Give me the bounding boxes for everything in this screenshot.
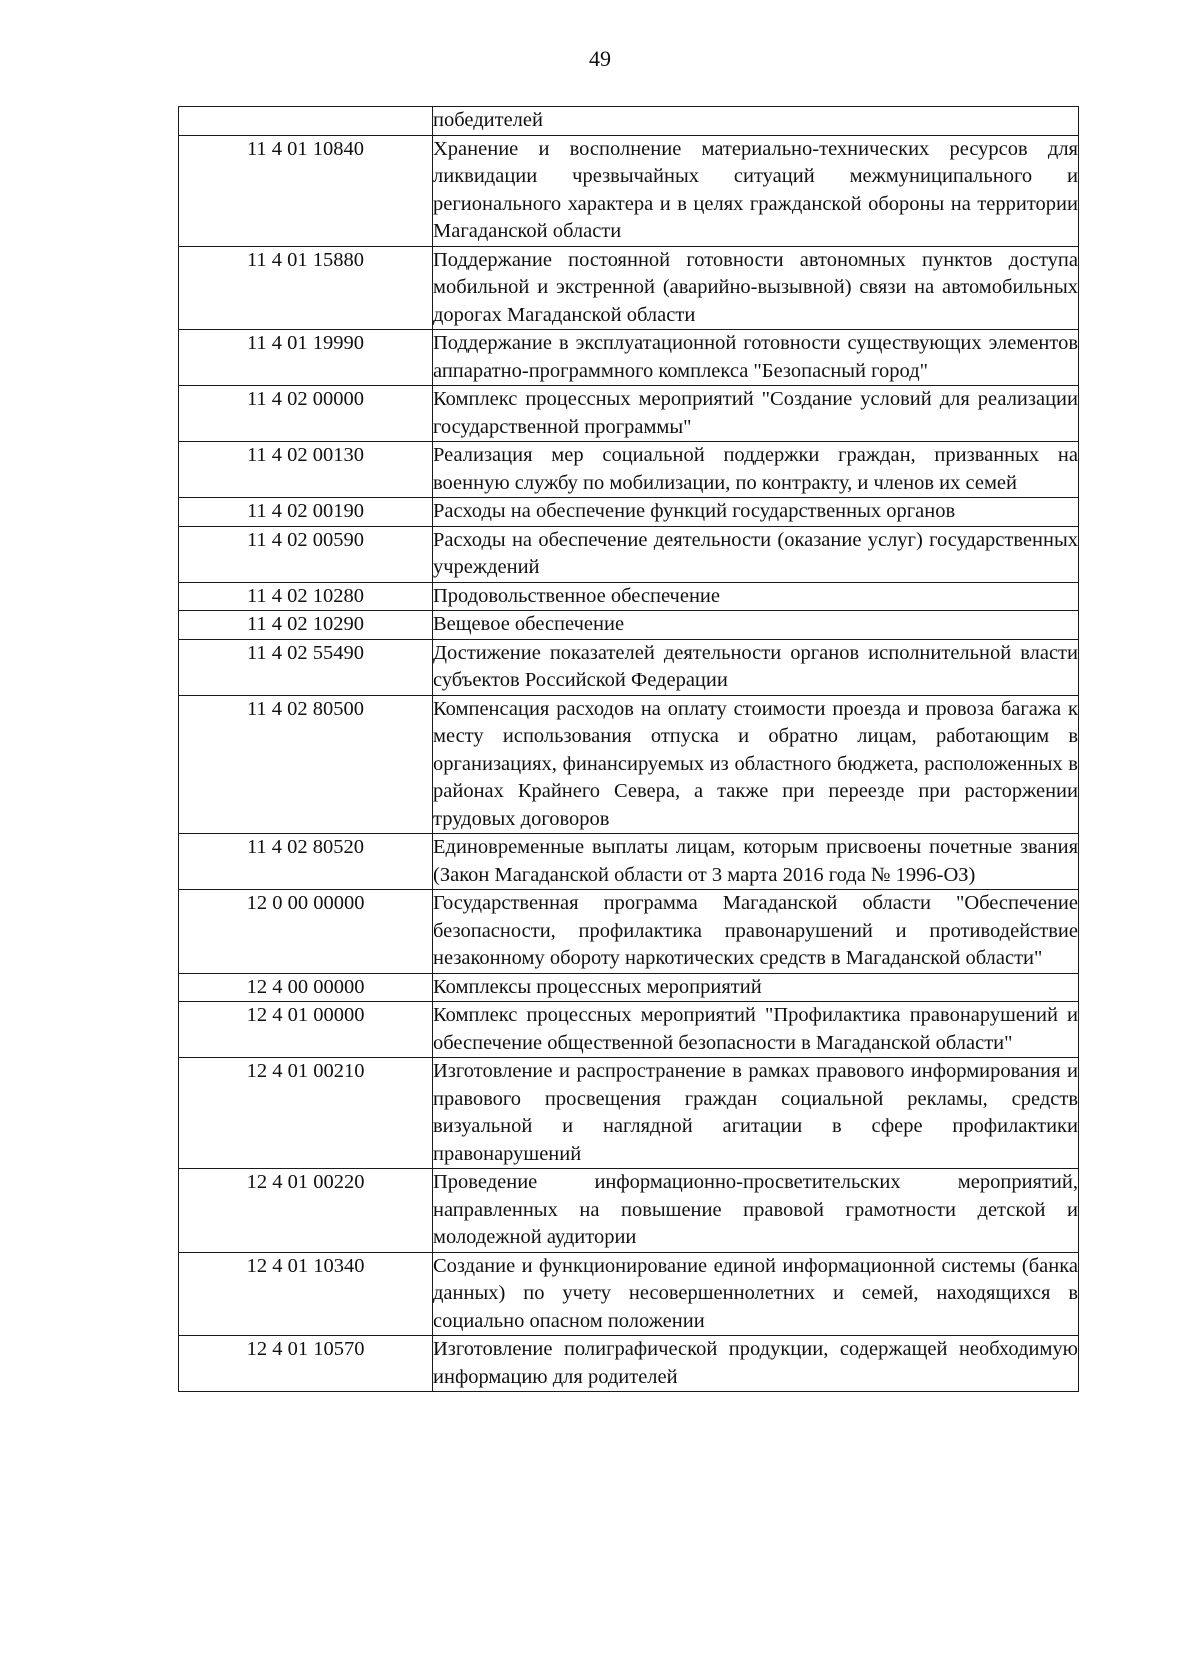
table-row (179, 834, 1079, 890)
table-row (179, 330, 1079, 386)
row-name: Изготовление и распространение в рамках правового информирования и правового просвещения граждан социальной рекламы, средств визуальной и наглядной агитации в сфере профилактики правонарушений (433, 1058, 1079, 1169)
row-name: Продовольственное обеспечение (433, 582, 1079, 611)
table-row (179, 695, 1079, 834)
row-code: 11 4 02 80500 (179, 695, 433, 834)
table-row (179, 246, 1079, 330)
table-row (179, 498, 1079, 527)
row-code: 11 4 01 15880 (179, 246, 433, 330)
table-row (179, 135, 1079, 246)
row-name: Изготовление полиграфической продукции, содержащей необходимую информацию для родителей (433, 1336, 1079, 1392)
row-name: Хранение и восполнение материально-технических ресурсов для ликвидации чрезвычайных ситуаций межмуниципального и регионального характера и в целях гражданской обороны на территории Магаданской области (433, 135, 1079, 246)
table-row (179, 526, 1079, 582)
row-name: победителей (433, 107, 1079, 136)
row-code: 11 4 02 00590 (179, 526, 433, 582)
row-code (179, 107, 433, 136)
table-row (179, 442, 1079, 498)
table-row (179, 1058, 1079, 1169)
table-row (179, 582, 1079, 611)
row-name: Государственная программа Магаданской области "Обеспечение безопасности, профилактика правонарушений и противодействие незаконному обороту наркотических средств в Магаданской области" (433, 890, 1079, 974)
row-code: 11 4 02 55490 (179, 639, 433, 695)
table-body (179, 107, 1079, 1392)
row-code: 12 0 00 00000 (179, 890, 433, 974)
table-row (179, 973, 1079, 1002)
row-code: 12 4 01 10570 (179, 1336, 433, 1392)
table-row (179, 1169, 1079, 1253)
page-number: 49 (589, 46, 611, 71)
table-row (179, 1336, 1079, 1392)
table-row (179, 639, 1079, 695)
row-name: Создание и функционирование единой информационной системы (банка данных) по учету несовершеннолетних и семей, находящихся в социально опасном положении (433, 1252, 1079, 1336)
table-row (179, 890, 1079, 974)
row-name: Поддержание постоянной готовности автономных пунктов доступа мобильной и экстренной (аварийно-вызывной) связи на автомобильных дорогах Магаданской области (433, 246, 1079, 330)
row-name: Реализация мер социальной поддержки граждан, призванных на военную службу по мобилизации, по контракту, и членов их семей (433, 442, 1079, 498)
table-row (179, 107, 1079, 136)
row-code: 11 4 02 80520 (179, 834, 433, 890)
row-name: Поддержание в эксплуатационной готовности существующих элементов аппаратно-программного комплекса "Безопасный город" (433, 330, 1079, 386)
row-code: 12 4 01 00220 (179, 1169, 433, 1253)
row-name: Проведение информационно-просветительских мероприятий, направленных на повышение правовой грамотности детской и молодежной аудитории (433, 1169, 1079, 1253)
row-code: 12 4 01 00000 (179, 1002, 433, 1058)
row-name: Единовременные выплаты лицам, которым присвоены почетные звания (Закон Магаданской области от 3 марта 2016 года № 1996-ОЗ) (433, 834, 1079, 890)
row-name: Достижение показателей деятельности органов исполнительной власти субъектов Российской Федерации (433, 639, 1079, 695)
row-code: 11 4 02 10290 (179, 611, 433, 640)
table-row (179, 611, 1079, 640)
row-code: 12 4 00 00000 (179, 973, 433, 1002)
row-name: Комплекс процессных мероприятий "Профилактика правонарушений и обеспечение общественной безопасности в Магаданской области" (433, 1002, 1079, 1058)
row-name: Вещевое обеспечение (433, 611, 1079, 640)
row-name: Расходы на обеспечение деятельности (оказание услуг) государственных учреждений (433, 526, 1079, 582)
row-name: Комплекс процессных мероприятий "Создание условий для реализации государственной программы" (433, 386, 1079, 442)
row-name: Расходы на обеспечение функций государственных органов (433, 498, 1079, 527)
budget-codes-table (178, 106, 1079, 1392)
row-code: 11 4 02 00000 (179, 386, 433, 442)
row-code: 11 4 01 19990 (179, 330, 433, 386)
table-row (179, 1252, 1079, 1336)
row-name: Комплексы процессных мероприятий (433, 973, 1079, 1002)
row-code: 11 4 01 10840 (179, 135, 433, 246)
row-code: 12 4 01 00210 (179, 1058, 433, 1169)
row-code: 11 4 02 00190 (179, 498, 433, 527)
row-code: 11 4 02 10280 (179, 582, 433, 611)
table-row (179, 386, 1079, 442)
row-name: Компенсация расходов на оплату стоимости проезда и провоза багажа к месту использования отпуска и обратно лицам, работающим в организациях, финансируемых из областного бюджета, расположенных в районах Крайнего Севера, а также при переезде при расторжении трудовых договоров (433, 695, 1079, 834)
row-code: 11 4 02 00130 (179, 442, 433, 498)
table-row (179, 1002, 1079, 1058)
row-code: 12 4 01 10340 (179, 1252, 433, 1336)
